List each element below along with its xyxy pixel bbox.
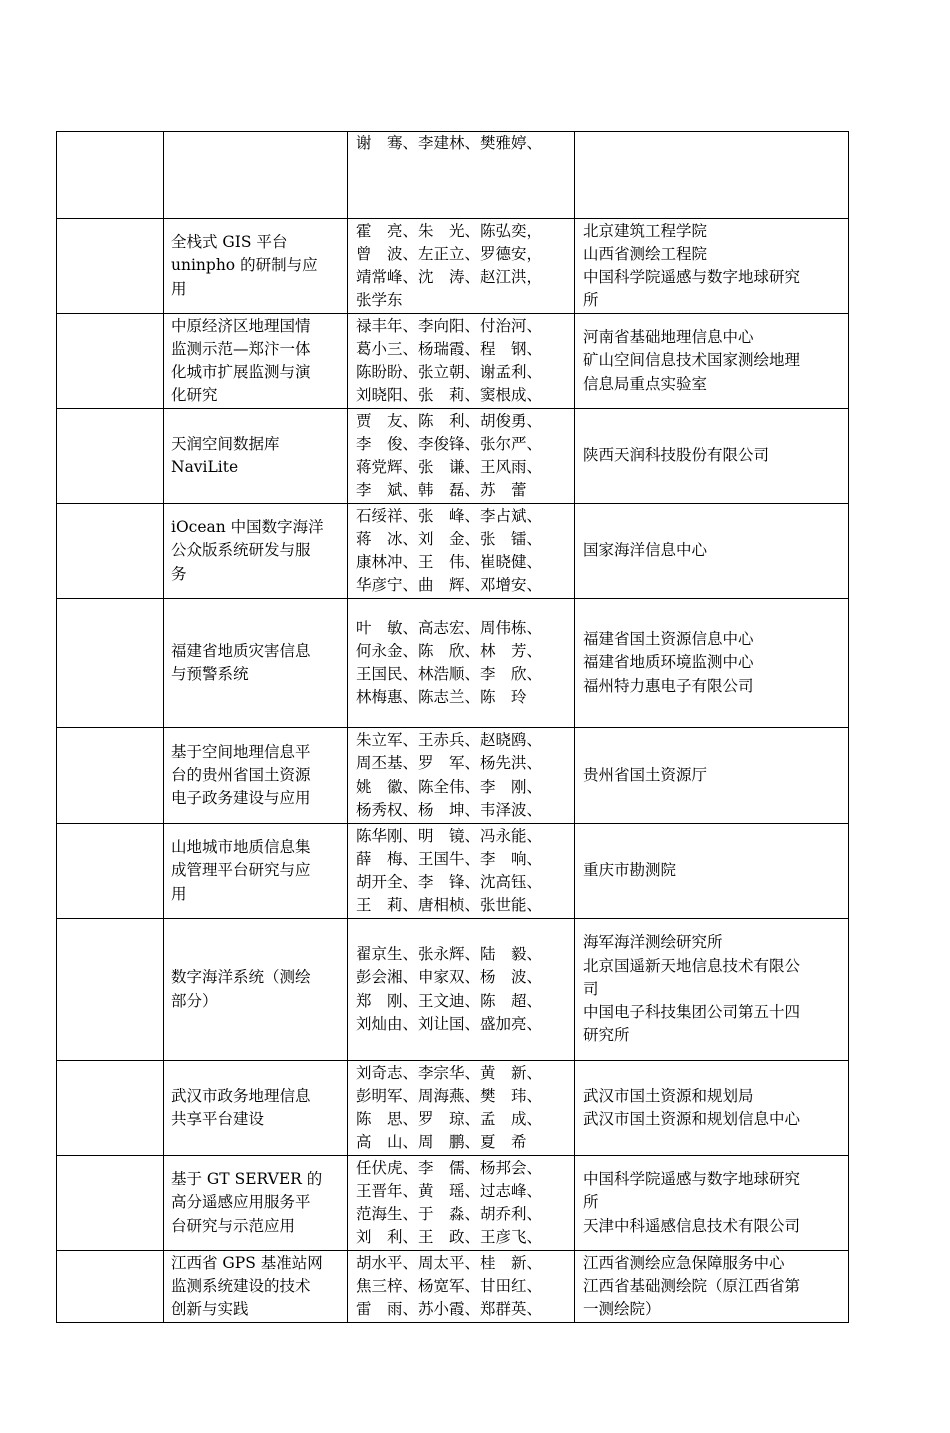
org-line: 所 xyxy=(583,1193,599,1212)
table-row xyxy=(57,824,849,919)
author-line: 何永金、陈 欣、林 芳、 xyxy=(356,641,543,660)
org-line: 中国科学院遥感与数字地球研究 xyxy=(583,268,801,286)
author-line: 焦三梓、杨宽军、甘田红、 xyxy=(356,1276,543,1295)
project-line: 电子政务建设与应用 xyxy=(171,789,311,808)
author-line: 陈华刚、明 镜、冯永能、 xyxy=(356,826,543,845)
project-line: 台的贵州省国土资源 xyxy=(171,765,311,784)
author-line: 王 莉、唐相桢、张世能、 xyxy=(356,896,543,915)
project-line: 成管理平台研究与应 xyxy=(171,861,311,880)
org-line: 江西省测绘应急保障服务中心 xyxy=(583,1253,785,1272)
project-cell xyxy=(164,1251,348,1323)
project-cell xyxy=(164,919,348,1061)
author-line: 彭会湘、申家双、杨 波、 xyxy=(356,968,543,987)
project-cell xyxy=(164,132,348,219)
author-line: 蒋党辉、张 谦、王风雨、 xyxy=(356,458,543,476)
table-row xyxy=(57,728,849,824)
index-cell xyxy=(57,504,164,599)
project-line: 江西省 GPS 基准站网 xyxy=(171,1253,323,1272)
award-table xyxy=(56,131,849,1323)
project-line: 全栈式 GIS 平台 xyxy=(171,233,288,252)
author-line: 任伏虎、李 儒、杨邦会、 xyxy=(356,1158,543,1177)
table-row xyxy=(57,1251,849,1323)
table-row xyxy=(57,1061,849,1156)
project-line: 监测系统建设的技术 xyxy=(171,1276,311,1295)
author-line: 葛小三、杨瑞霞、程 钢、 xyxy=(356,339,543,358)
project-cell xyxy=(164,824,348,919)
author-line: 张学东 xyxy=(356,291,403,310)
author-line: 叶 敏、高志宏、周伟栋、 xyxy=(356,618,543,637)
authors-cell xyxy=(348,824,575,919)
project-line: 中原经济区地理国情 xyxy=(171,316,311,335)
org-line: 天津中科遥感信息技术有限公司 xyxy=(583,1216,801,1235)
org-line: 陕西天润科技股份有限公司 xyxy=(583,446,770,465)
index-cell xyxy=(57,1061,164,1156)
org-line: 中国科学院遥感与数字地球研究 xyxy=(583,1170,801,1189)
authors-cell xyxy=(348,219,575,314)
organization-cell xyxy=(575,132,849,219)
author-line: 杨秀权、杨 坤、韦泽波、 xyxy=(356,800,543,819)
org-line: 信息局重点实验室 xyxy=(583,374,708,393)
author-line: 刘灿由、刘让国、盛加亮、 xyxy=(356,1014,543,1033)
project-line: 共享平台建设 xyxy=(171,1110,265,1128)
index-cell xyxy=(57,314,164,409)
project-line: 监测示范—郑汴一体 xyxy=(171,339,311,358)
organization-cell xyxy=(575,919,849,1061)
organization-cell xyxy=(575,599,849,728)
project-line: 高分遥感应用服务平 xyxy=(171,1193,311,1212)
authors-cell xyxy=(348,599,575,728)
org-line: 河南省基础地理信息中心 xyxy=(583,328,754,347)
org-line: 重庆市勘测院 xyxy=(583,861,677,880)
project-line: 武汉市政务地理信息 xyxy=(171,1086,311,1105)
organization-cell xyxy=(575,504,849,599)
author-line: 雷 雨、苏小霞、郑群英、 xyxy=(356,1300,543,1319)
project-line: 基于空间地理信息平 xyxy=(171,742,311,761)
author-line: 霍 亮、朱 光、陈弘奕， xyxy=(356,221,543,240)
project-cell xyxy=(164,728,348,824)
project-line: NaviLite xyxy=(171,458,239,476)
organization-cell xyxy=(575,1251,849,1323)
org-line: 研究所 xyxy=(583,1026,630,1045)
project-line: iOcean 中国数字海洋 xyxy=(171,518,324,537)
project-cell xyxy=(164,599,348,728)
org-line: 江西省基础测绘院（原江西省第 xyxy=(583,1276,801,1295)
table-row xyxy=(57,1156,849,1251)
project-line: 化城市扩展监测与演 xyxy=(171,363,311,381)
project-line: 山地城市地质信息集 xyxy=(171,838,311,857)
author-line: 华彦宁、曲 辉、邓增安、 xyxy=(356,576,543,595)
author-line: 王晋年、黄 瑶、过志峰、 xyxy=(356,1181,543,1200)
index-cell xyxy=(57,599,164,728)
authors-cell xyxy=(348,728,575,824)
index-cell xyxy=(57,919,164,1061)
authors-cell xyxy=(348,1251,575,1323)
index-cell xyxy=(57,824,164,919)
index-cell xyxy=(57,1251,164,1323)
index-cell xyxy=(57,1156,164,1251)
author-line: 郑 刚、王文迪、陈 超、 xyxy=(356,991,543,1010)
project-line: 福建省地质灾害信息 xyxy=(171,641,311,660)
authors-cell xyxy=(348,1156,575,1251)
organization-cell xyxy=(575,1156,849,1251)
table-row xyxy=(57,409,849,504)
project-cell xyxy=(164,504,348,599)
table-row xyxy=(57,219,849,314)
authors-cell xyxy=(348,409,575,504)
author-line: 李 斌、韩 磊、苏 蕾 xyxy=(356,481,527,500)
project-line: 创新与实践 xyxy=(171,1300,249,1319)
author-line: 王国民、林浩顺、李 欣、 xyxy=(356,665,543,683)
project-line: 公众版系统研发与服 xyxy=(171,541,311,560)
project-cell xyxy=(164,1061,348,1156)
author-line: 周丕基、罗 军、杨先洪、 xyxy=(356,754,543,773)
author-line: 谢 骞、李建林、樊雅婷、 xyxy=(356,134,543,152)
project-line: 部分） xyxy=(171,991,218,1010)
project-line: 与预警系统 xyxy=(171,665,249,683)
org-line: 福建省地质环境监测中心 xyxy=(583,653,754,672)
project-cell xyxy=(164,314,348,409)
table-row xyxy=(57,132,849,219)
org-line: 海军海洋测绘研究所 xyxy=(583,933,723,952)
author-line: 林梅惠、陈志兰、陈 玲 xyxy=(356,688,527,707)
org-line: 司 xyxy=(583,979,599,998)
org-line: 国家海洋信息中心 xyxy=(583,541,708,560)
project-line: 化研究 xyxy=(171,386,218,405)
authors-cell xyxy=(348,1061,575,1156)
org-line: 福州特力惠电子有限公司 xyxy=(583,676,754,695)
table-row xyxy=(57,919,849,1061)
author-line: 刘晓阳、张 莉、窦根成、 xyxy=(356,386,543,405)
project-line: 务 xyxy=(171,564,187,583)
index-cell xyxy=(57,728,164,824)
table-row xyxy=(57,504,849,599)
org-line: 福建省国土资源信息中心 xyxy=(583,630,754,649)
authors-cell xyxy=(348,314,575,409)
project-line: 用 xyxy=(171,279,187,298)
organization-cell xyxy=(575,1061,849,1156)
author-line: 朱立军、王赤兵、赵晓鸥、 xyxy=(356,731,543,750)
project-line: 数字海洋系统（测绘 xyxy=(171,968,311,987)
organization-cell xyxy=(575,824,849,919)
table-row xyxy=(57,599,849,728)
org-line: 北京建筑工程学院 xyxy=(583,221,708,240)
author-line: 高 山、周 鹏、夏 希 xyxy=(356,1133,527,1152)
org-line: 武汉市国土资源和规划信息中心 xyxy=(583,1110,801,1128)
organization-cell xyxy=(575,314,849,409)
author-line: 蒋 冰、刘 金、张 镭、 xyxy=(356,529,543,548)
author-line: 胡开全、李 锋、沈高钰、 xyxy=(356,873,543,891)
project-cell xyxy=(164,1156,348,1251)
organization-cell xyxy=(575,728,849,824)
author-line: 薛 梅、王国牛、李 响、 xyxy=(356,849,543,868)
project-cell xyxy=(164,409,348,504)
project-line: 用 xyxy=(171,884,187,903)
author-line: 范海生、于 淼、胡乔利、 xyxy=(356,1205,543,1223)
table-row xyxy=(57,314,849,409)
org-line: 北京国遥新天地信息技术有限公 xyxy=(583,956,801,975)
organization-cell xyxy=(575,409,849,504)
index-cell xyxy=(57,409,164,504)
org-line: 矿山空间信息技术国家测绘地理 xyxy=(583,351,801,370)
author-line: 石绥祥、张 峰、李占斌、 xyxy=(356,506,543,525)
org-line: 武汉市国土资源和规划局 xyxy=(583,1086,754,1105)
org-line: 所 xyxy=(583,291,599,310)
author-line: 靖常峰、沈 涛、赵江洪， xyxy=(356,268,543,286)
author-line: 李 俊、李俊锋、张尔严、 xyxy=(356,434,543,453)
author-line: 姚 徽、陈全伟、李 刚、 xyxy=(356,777,543,796)
project-line: 台研究与示范应用 xyxy=(171,1216,296,1235)
author-line: 彭明军、周海燕、樊 玮、 xyxy=(356,1086,543,1105)
index-cell xyxy=(57,219,164,314)
project-cell xyxy=(164,219,348,314)
org-line: 贵州省国土资源厅 xyxy=(583,765,708,784)
authors-cell xyxy=(348,919,575,1061)
org-line: 山西省测绘工程院 xyxy=(583,244,708,263)
author-line: 刘 利、王 政、王彦飞、 xyxy=(356,1228,543,1247)
author-line: 胡水平、周太平、桂 新、 xyxy=(356,1253,543,1272)
author-line: 禄丰年、李向阳、付治河、 xyxy=(356,316,543,335)
org-line: 中国电子科技集团公司第五十四 xyxy=(583,1003,801,1022)
author-line: 陈 思、罗 琼、孟 成、 xyxy=(356,1110,543,1128)
author-line: 陈盼盼、张立朝、谢孟利、 xyxy=(356,363,543,381)
author-line: 康林冲、王 伟、崔晓健、 xyxy=(356,553,543,571)
author-line: 刘奇志、李宗华、黄 新、 xyxy=(356,1063,543,1082)
project-line: uninpho 的研制与应 xyxy=(171,256,318,275)
authors-cell xyxy=(348,504,575,599)
authors-cell xyxy=(348,132,575,219)
author-line: 翟京生、张永辉、陆 毅、 xyxy=(356,945,543,964)
author-line: 曾 波、左正立、罗德安， xyxy=(356,244,543,263)
org-line: 一测绘院） xyxy=(583,1300,661,1319)
index-cell xyxy=(57,132,164,219)
project-line: 基于 GT SERVER 的 xyxy=(171,1170,323,1189)
author-line: 贾 友、陈 利、胡俊勇、 xyxy=(356,411,543,430)
project-line: 天润空间数据库 xyxy=(171,434,280,453)
organization-cell xyxy=(575,219,849,314)
